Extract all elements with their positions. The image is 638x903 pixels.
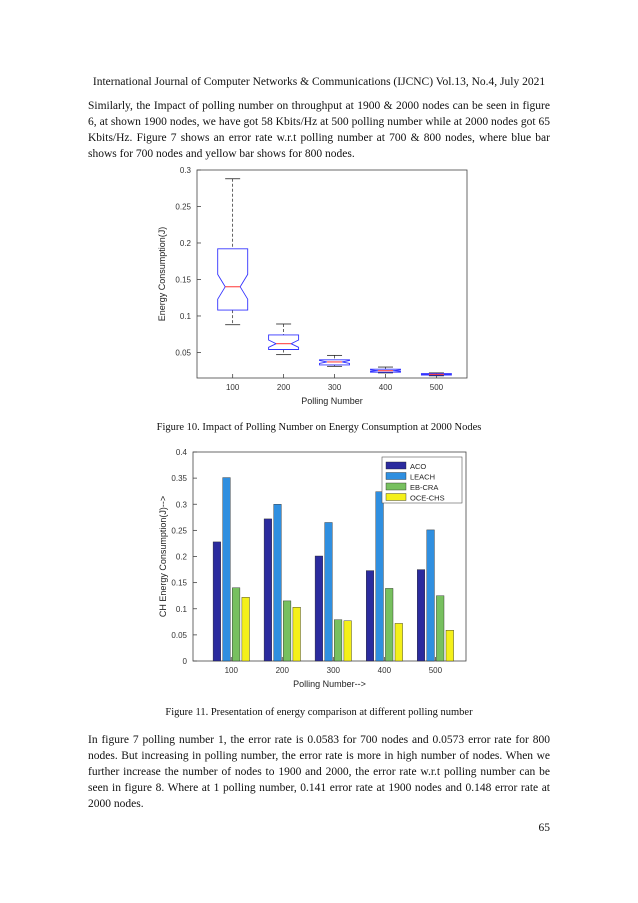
- y-tick-label: 0.2: [175, 552, 187, 562]
- x-tick-label: 200: [275, 666, 289, 675]
- y-tick-label: 0.3: [175, 500, 187, 510]
- y-tick-label: 0.2: [179, 238, 191, 248]
- legend-label-eb-cra: EB-CRA: [410, 483, 439, 492]
- bar-eb-cra: [334, 620, 342, 661]
- notched-box: [269, 335, 299, 350]
- bar-leach: [325, 523, 333, 662]
- bar-aco: [366, 571, 374, 661]
- y-tick-label: 0.25: [171, 526, 187, 536]
- figure-10-caption: Figure 10. Impact of Polling Number on Energy Consumption at 2000 Nodes: [156, 422, 482, 433]
- y-axis-label: CH Energy Consumption(J)-->: [158, 495, 168, 618]
- x-tick-label: 500: [428, 666, 443, 675]
- legend-swatch-oce-chs: [386, 494, 406, 501]
- bar-oce-chs: [293, 607, 301, 661]
- bar-aco: [315, 556, 323, 661]
- bar-eb-cra: [232, 588, 240, 661]
- y-tick-label: 0.3: [179, 166, 191, 175]
- x-axis-label: Polling Number-->: [293, 679, 366, 689]
- legend-swatch-eb-cra: [386, 483, 406, 490]
- y-tick-label: 0.15: [175, 275, 191, 285]
- legend-swatch-leach: [386, 473, 406, 480]
- bar-eb-cra: [436, 596, 444, 661]
- legend-label-aco: ACO: [410, 462, 427, 471]
- legend-label-oce-chs: OCE-CHS: [410, 493, 445, 503]
- y-tick-label: 0.05: [175, 348, 191, 358]
- bar-oce-chs: [446, 630, 454, 661]
- notched-box: [218, 249, 248, 310]
- x-tick-label: 400: [377, 666, 392, 675]
- page-number: 65: [538, 822, 550, 834]
- bar-aco: [417, 570, 425, 661]
- x-tick-label: 100: [225, 383, 240, 392]
- x-tick-label: 300: [327, 383, 342, 392]
- bar-oce-chs: [344, 621, 352, 661]
- plot-frame: [197, 170, 467, 378]
- x-tick-label: 400: [378, 383, 393, 392]
- legend-label-leach: LEACH: [410, 472, 436, 482]
- x-tick-label: 100: [224, 666, 238, 675]
- bar-leach: [274, 504, 282, 661]
- energy-boxplot-chart: [0, 160, 638, 422]
- paragraph-throughput: Similarly, the Impact of polling number on throughput at 1900 & 2000 nodes can be seen in figure 6, at shown 1900 nodes, we have got 58 Kbits/Hz at 500 polling number while at 2000 nodes got 65 Kbits/Hz. Figure 7 shows an error rate w.r.t polling number at 700 & 800 nodes, where blue bar shows for 700 nodes and yellow bar shows for 800 nodes.: [88, 100, 550, 160]
- x-tick-label: 200: [276, 383, 291, 392]
- paragraph-error-rate: In figure 7 polling number 1, the error rate is 0.0583 for 700 nodes and 0.0573 error rate for 800 nodes. But increasing in polling number, the error rate is more in high number of nodes. When we further increase the number of nodes to 1900 and 2000, the error rate w.r.t polling number can be seen in figure 8. Where at 1 polling number, 0.141 error rate at 1900 nodes and 0.148 error rate at 2000 nodes.: [88, 734, 550, 810]
- energy-comparison-bar-chart: [0, 440, 638, 702]
- y-tick-label: 0.1: [179, 311, 191, 321]
- y-axis-label: Energy Consumption(J): [157, 226, 167, 322]
- y-tick-label: 0.15: [171, 578, 187, 588]
- bar-oce-chs: [395, 623, 403, 661]
- y-tick-label: 0.25: [175, 202, 191, 212]
- x-axis-label: Polling Number: [301, 396, 363, 406]
- legend-swatch-aco: [386, 462, 406, 469]
- journal-header: International Journal of Computer Networks & Communications (IJCNC) Vol.13, No.4, July 2021: [92, 76, 546, 88]
- y-tick-label: 0.35: [171, 474, 187, 484]
- x-tick-label: 300: [326, 666, 341, 675]
- bar-eb-cra: [283, 601, 291, 661]
- bar-eb-cra: [385, 588, 393, 661]
- bar-leach: [427, 530, 435, 661]
- bar-aco: [264, 519, 272, 661]
- bar-oce-chs: [242, 597, 250, 661]
- bar-leach: [223, 478, 231, 661]
- figure-11-caption: Figure 11. Presentation of energy comparison at different polling number: [165, 707, 473, 718]
- bar-leach: [376, 492, 384, 661]
- bar-aco: [213, 542, 221, 661]
- x-tick-label: 500: [429, 383, 444, 392]
- y-tick-label: 0.4: [175, 448, 187, 457]
- y-tick-label: 0: [182, 657, 187, 666]
- y-tick-label: 0.05: [171, 630, 187, 640]
- y-tick-label: 0.1: [175, 604, 187, 614]
